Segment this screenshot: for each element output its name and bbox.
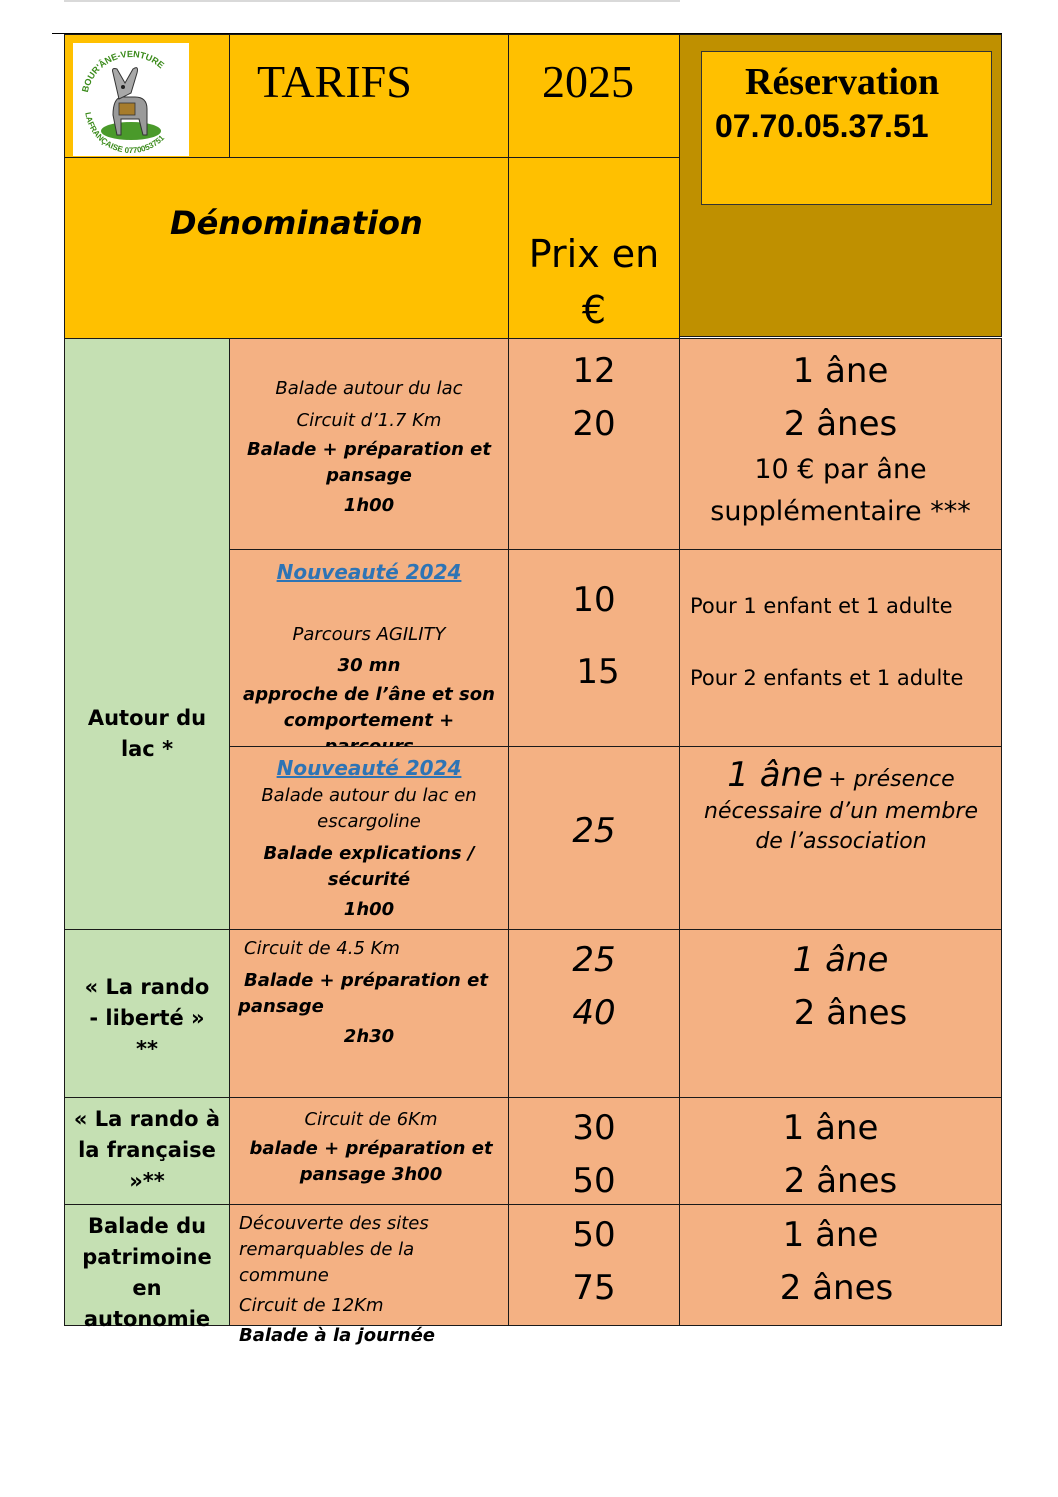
row3-price1: 25: [572, 811, 616, 851]
row2-price: [508, 549, 680, 747]
reservation-phone: 07.70.05.37.51: [715, 108, 929, 144]
row6-description: [229, 1204, 509, 1346]
row2-desc-line1: Parcours AGILITY: [292, 624, 446, 645]
row2-note1: Pour 1 enfant et 1 adulte: [690, 594, 953, 618]
group-rando-liberte: [64, 929, 230, 1098]
price-header-cell: [508, 157, 680, 339]
row3-desc-line1: Balade autour du lac en escargoline: [261, 785, 477, 832]
row1-note1: 1 âne: [792, 351, 889, 391]
row5-note1: 1 âne: [782, 1108, 879, 1148]
row4-note1: 1 âne: [792, 940, 889, 980]
denomination-header-cell: [64, 157, 509, 339]
row6-price: [508, 1204, 680, 1326]
reservation-box: [701, 51, 992, 205]
row6-note: [679, 1204, 1002, 1326]
row5-note: [679, 1097, 1002, 1205]
group-patrimoine: [64, 1204, 230, 1331]
row2-note: [679, 549, 1002, 747]
row3-note2: nécessaire d’un membre de l’association: [704, 799, 978, 854]
price-header-line1: Prix en: [528, 232, 660, 276]
row2-note2: Pour 2 enfants et 1 adulte: [690, 666, 964, 690]
row4-note2: 2 ânes: [793, 993, 908, 1033]
row1-description: [229, 338, 509, 550]
reservation-label: Réservation: [745, 61, 940, 103]
row1-desc-line1: Balade autour du lac: [275, 378, 463, 399]
association-logo: [73, 43, 189, 156]
row3-desc-line3: 1h00: [343, 899, 395, 920]
row2-price2: 15: [576, 652, 620, 692]
row4-description: [229, 929, 509, 1098]
group-rando-francaise-label: « La rando à la française »**: [73, 1107, 221, 1193]
year-label: 2025: [542, 56, 634, 107]
row4-desc-line2: Balade + préparation et pansage: [238, 970, 488, 1017]
row5-price1: 30: [572, 1108, 616, 1148]
group-rando-francaise: [64, 1097, 230, 1205]
row3-note: [679, 746, 1002, 930]
denomination-header: Dénomination: [170, 204, 423, 242]
row6-desc-line1: Découverte des sites remarquables de la commune: [239, 1213, 429, 1286]
year-cell: [508, 34, 680, 158]
row5-price2: 50: [572, 1161, 616, 1201]
row1-note: [679, 338, 1002, 550]
row6-price2: 75: [572, 1268, 616, 1308]
row6-note1: 1 âne: [782, 1215, 879, 1255]
row2-desc-line2: 30 mn: [337, 655, 401, 676]
row4-desc-line1: Circuit de 4.5 Km: [244, 938, 400, 959]
row1-price2: 20: [572, 404, 616, 444]
row5-desc-line2: balade + préparation et pansage 3h00: [249, 1138, 493, 1185]
row6-price1: 50: [572, 1215, 616, 1255]
row2-price1: 10: [572, 580, 616, 620]
row5-note2: 2 ânes: [783, 1161, 898, 1201]
row2-desc-line3: approche de l’âne et son comportement +: [243, 684, 495, 731]
page-title: TARIFS: [257, 56, 412, 107]
row3-note1b: + présence: [828, 767, 955, 792]
row1-desc-line4: 1h00: [343, 495, 395, 516]
group-lac-label: Autour du lac *: [87, 706, 207, 761]
row2-new-link[interactable]: Nouveauté 2024: [276, 560, 462, 584]
row4-desc-line3: 2h30: [343, 1026, 395, 1047]
row3-new-link[interactable]: Nouveauté 2024: [276, 756, 462, 780]
group-rando-liberte-label: « La rando - liberté » **: [84, 975, 210, 1061]
price-header-line2: €: [581, 288, 607, 332]
row3-note1: 1 âne: [727, 755, 824, 795]
row4-price2: 40: [572, 993, 616, 1033]
row1-desc-line2: Circuit d’1.7 Km: [296, 410, 442, 431]
group-lac: [64, 338, 230, 930]
row4-note: [679, 929, 1002, 1098]
row1-price: [508, 338, 680, 550]
row2-description: [229, 549, 509, 747]
row3-desc-line2: Balade explications / sécurité: [263, 843, 475, 890]
row6-desc-line2: Circuit de 12Km: [239, 1295, 384, 1316]
svg-text:BOUR'ÂNE-VENTURE: BOUR'ÂNE-VENTURE: [79, 48, 167, 94]
donkey-logo-icon: [73, 43, 189, 156]
row1-desc-line3: Balade + préparation et pansage: [247, 439, 491, 486]
row1-note3: 10 € par âne: [754, 454, 927, 485]
row4-price: [508, 929, 680, 1098]
svg-text:LAFRANÇAISE 0770053751: LAFRANÇAISE 0770053751: [83, 111, 167, 156]
row5-desc-line1: Circuit de 6Km: [304, 1109, 438, 1130]
top-rule: [64, 0, 680, 2]
row6-note2: 2 ânes: [779, 1268, 894, 1308]
title-cell: [229, 34, 509, 158]
row5-description: [229, 1097, 509, 1205]
group-patrimoine-label: Balade du patrimoine en autonomie: [82, 1214, 212, 1331]
row1-price1: 12: [572, 351, 616, 391]
row4-price1: 25: [572, 940, 616, 980]
row3-description: [229, 746, 509, 930]
row6-desc-line3: Balade à la journée: [239, 1325, 435, 1346]
row3-price: [508, 746, 680, 930]
row5-price: [508, 1097, 680, 1205]
row1-note2: 2 ânes: [783, 404, 898, 444]
row1-note4: supplémentaire ***: [710, 496, 971, 527]
